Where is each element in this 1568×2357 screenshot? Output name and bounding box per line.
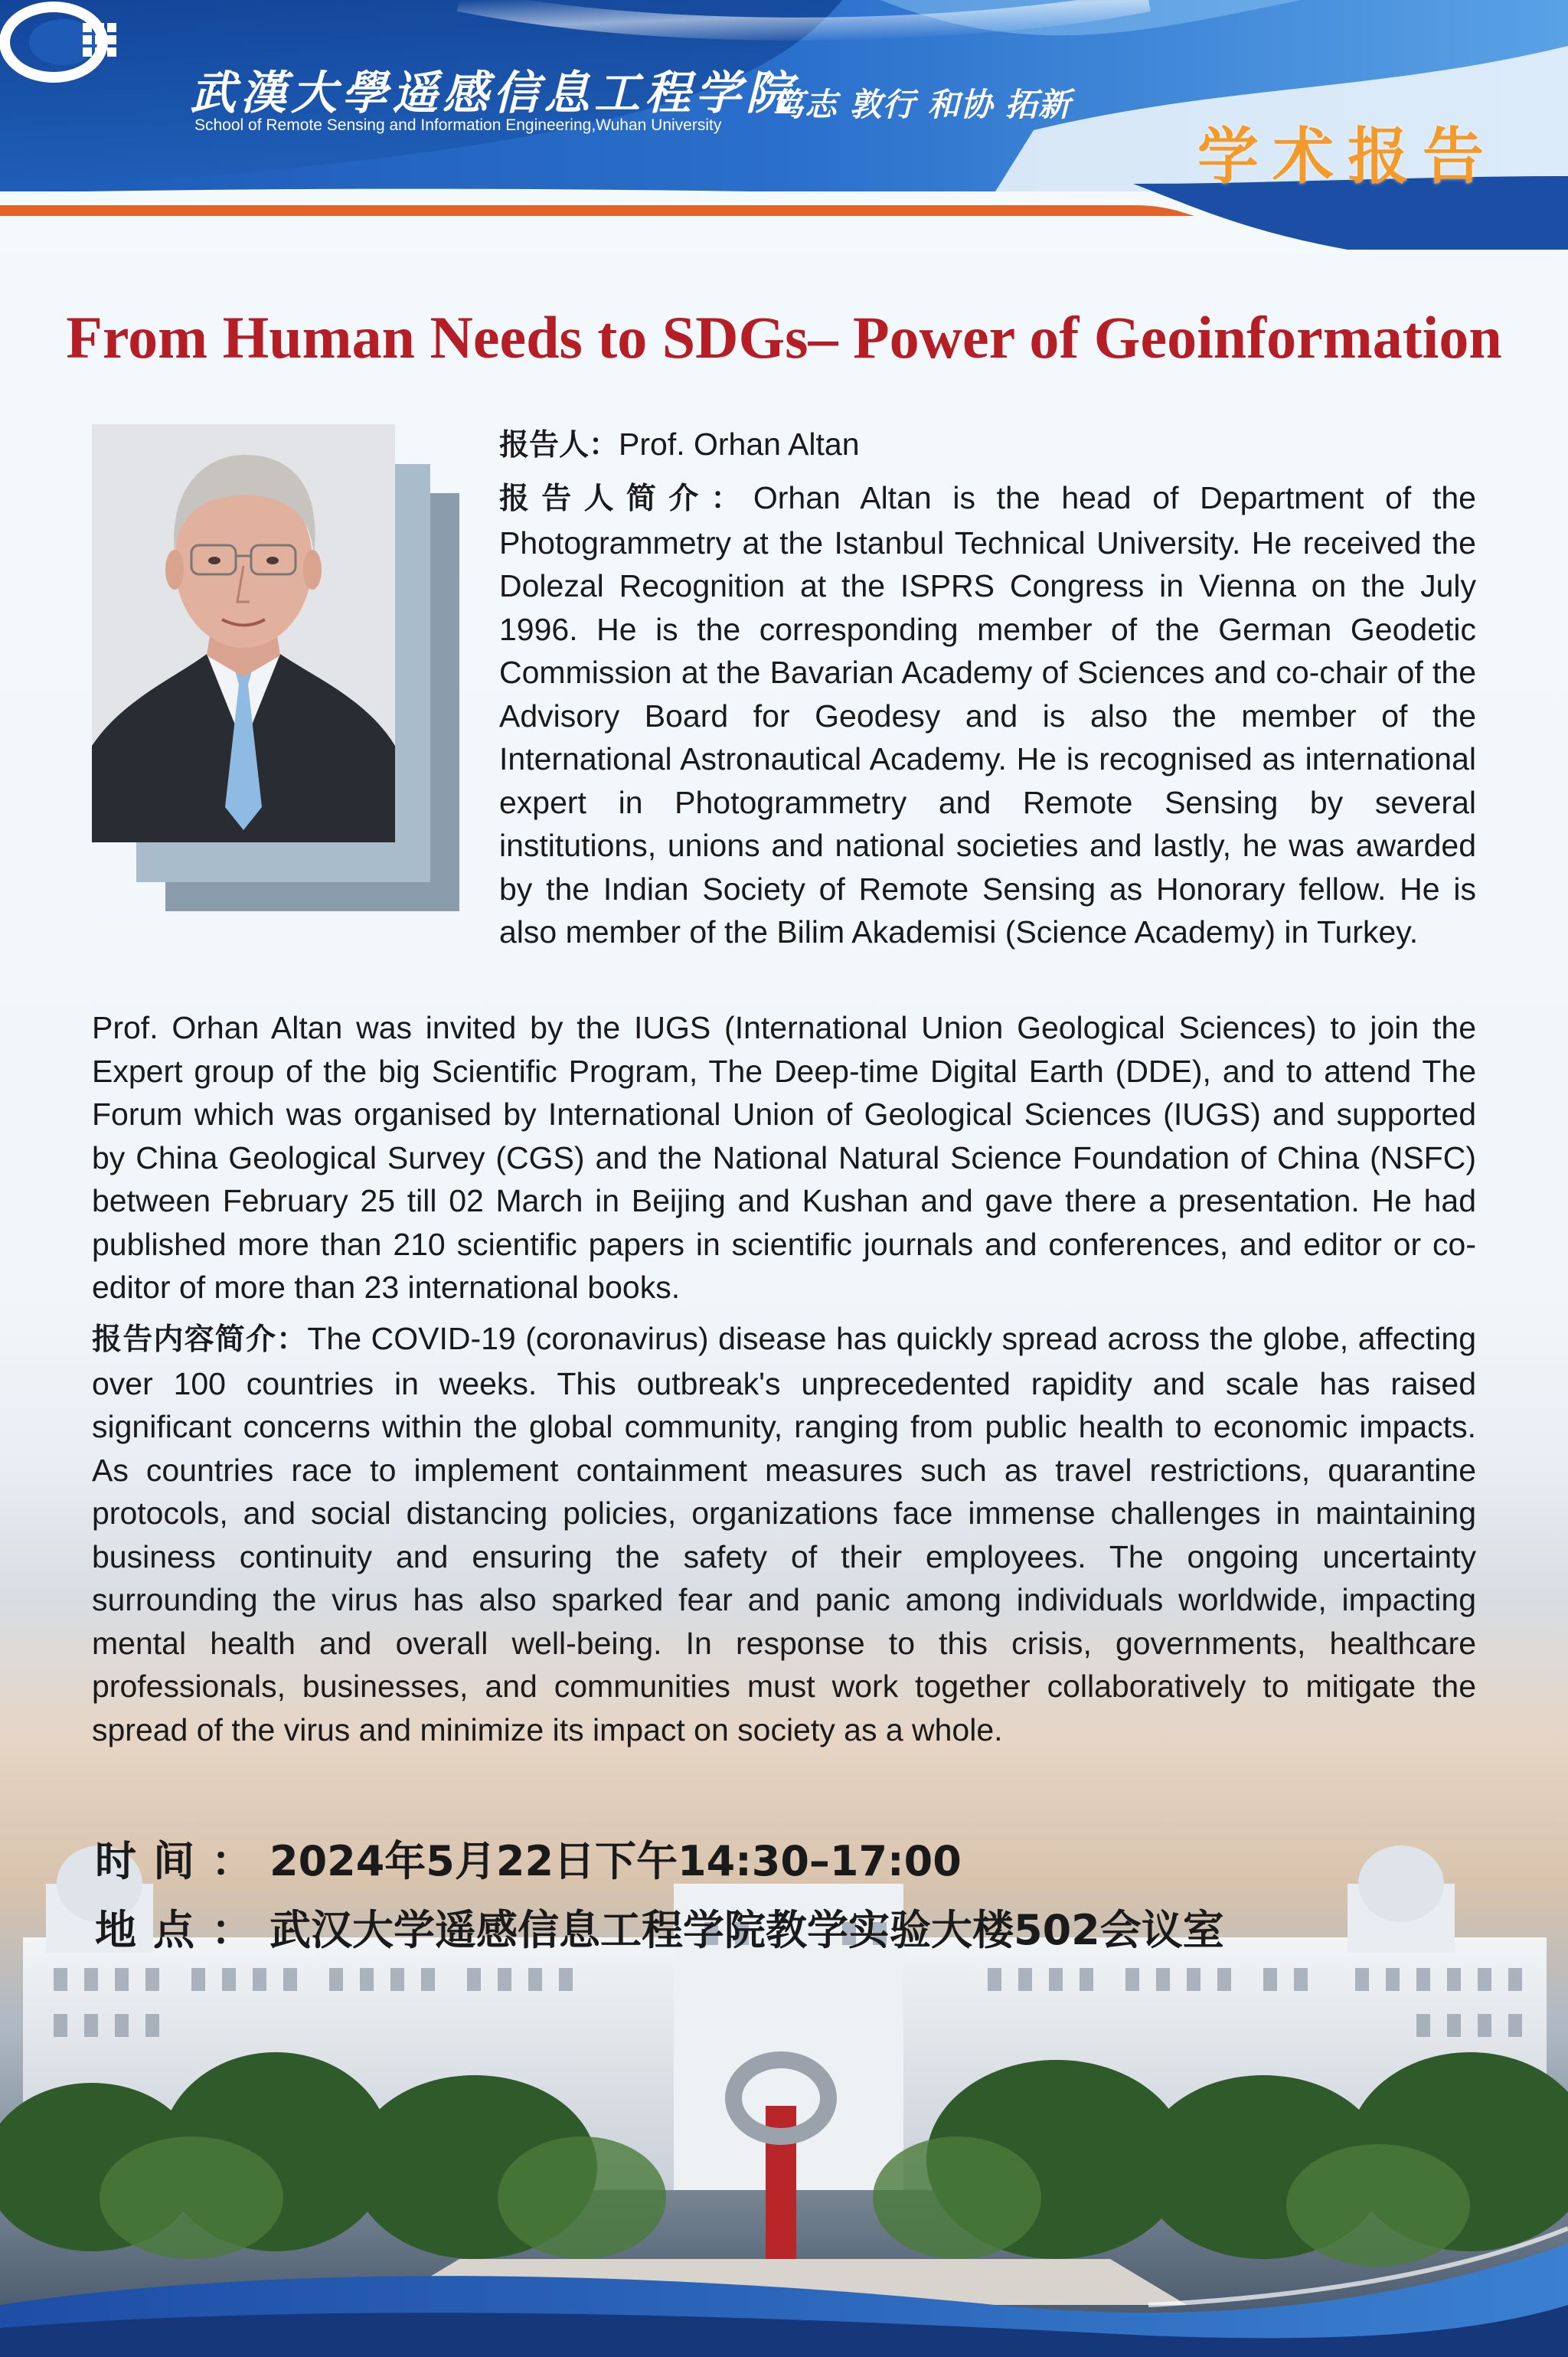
school-motto: 笃志 敦行 和协 拓新 — [772, 86, 1071, 123]
school-name-english: School of Remote Sensing and Information Engineering,Wuhan University — [194, 116, 722, 134]
place-value: 武汉大学遥感信息工程学院教学实验大楼502会议室 — [270, 1906, 1224, 1954]
time-value: 2024年5月22日下午14:30–17:00 — [270, 1837, 962, 1885]
time-label: 时间： — [95, 1837, 270, 1885]
bio-label: 报告人简介： — [499, 482, 753, 516]
header-banner — [0, 0, 1568, 253]
lecture-title: From Human Needs to SDGs– Power of Geoinformation — [66, 304, 1502, 371]
place-label: 地点： — [95, 1906, 270, 1954]
speaker-line — [499, 423, 1476, 468]
abstract-label: 报告内容简介： — [92, 1322, 308, 1357]
lecture-abstract — [92, 1317, 1476, 1751]
speaker-bio — [92, 476, 1476, 963]
academic-report-tag: 学术报告 — [1197, 121, 1498, 192]
abstract-text: The COVID-19 (coronavirus) disease has quickly spread across the globe, affecting over 100 countries in weeks. This outbreak's unprecedented rapidity and scale has raised significant concerns within the global community, ranging from public health to economic impacts. As countries race to implement containment measures such as travel restrictions, quarantine protocols, and social distancing policies, organizations face immense challenges in maintaining business continuity and ensuring the safety of their employees. The ongoing uncertainty surrounding the virus has also sparked fear and panic among individuals worldwide, impacting mental health and overall well-being. In response to this crisis, governments, healthcare professionals, businesses, and communities must work together collaboratively to mitigate the spread of the virus and minimize its impact on society as a whole. — [92, 1321, 1476, 1747]
school-name-chinese: 武漢大學遥感信息工程学院 — [190, 67, 796, 120]
speaker-label: 报告人： — [499, 428, 619, 463]
bio-text: Orhan Altan is the head of Department of the Photogrammetry at the Istanbul Technical University. He received the Dolezal Recognition at the ISPRS Congress in Vienna on the July 1996. He is the corresponding member of the German Geodetic Commission at the Bavarian Academy of Sciences and co-chair of the Advisory Board for Geodesy and is also the member of the International Astronautical Academy. He is recognised as international expert in Photogrammetry and Remote Sensing by several institutions, unions and national societies and lastly, he was awarded by the Indian Society of Remote Sensing as Honorary fellow. He is also member of the Bilim Akademisi (Science Academy) in Turkey. — [499, 480, 1476, 950]
speaker-name: Prof. Orhan Altan — [619, 427, 860, 462]
event-place — [95, 1898, 1224, 1957]
event-time — [95, 1829, 962, 1888]
university-logo-icon — [0, 0, 135, 84]
speaker-bio-paragraph-2: Prof. Orhan Altan was invited by the IUGS (International Union Geological Sciences) to join the Expert group of the big Scientific Program, The Deep-time Digital Earth (DDE), and to attend The Forum which was organised by International Union of Geological Sciences (IUGS) and supported by China Geological Survey (CGS) and the National Natural Science Foundation of China (NSFC) between February 25 till 02 March in Beijing and Kushan and gave there a presentation. He had published more than 210 scientific papers in scientific journals and conferences, and editor or co-editor of more than 23 international books. — [92, 1010, 1476, 1305]
